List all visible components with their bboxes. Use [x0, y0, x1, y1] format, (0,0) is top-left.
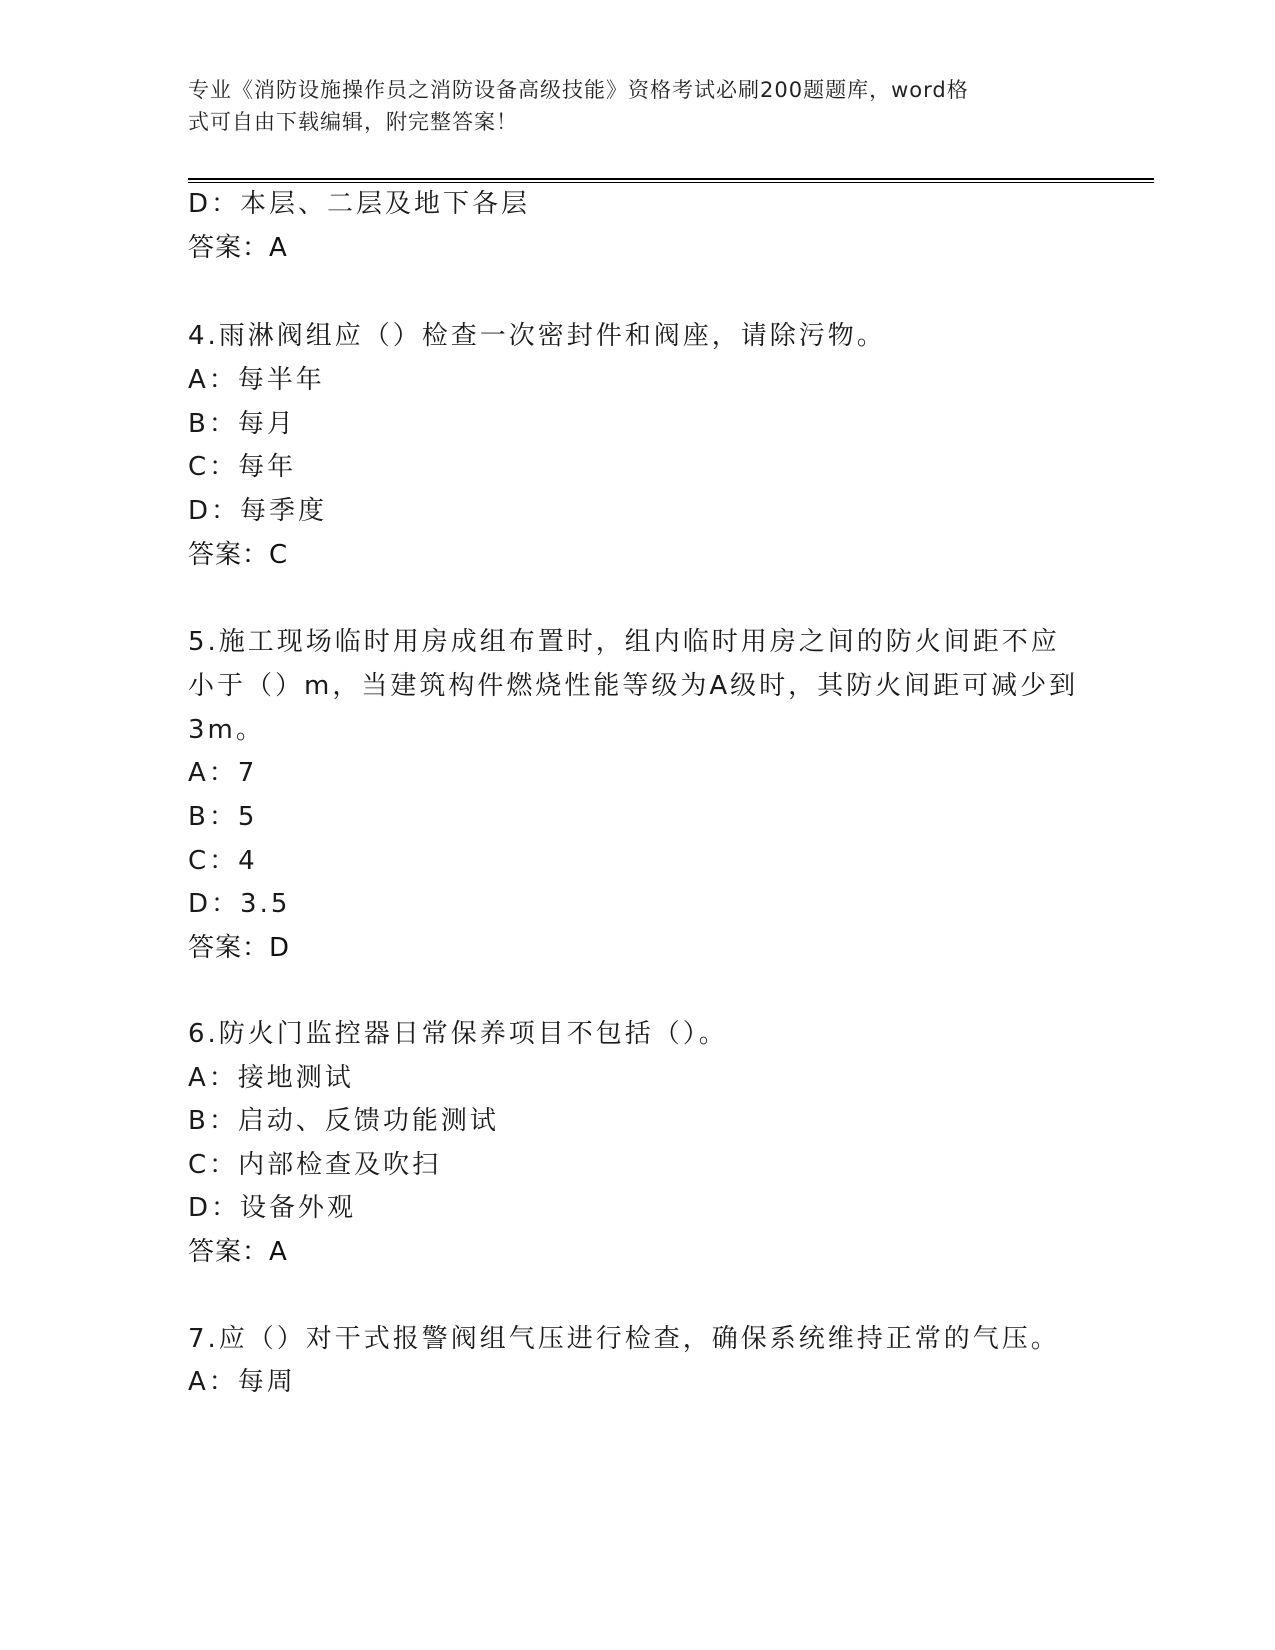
q6-option-d: D：设备外观	[188, 1193, 357, 1223]
q7-stem: 7.应（）对干式报警阀组气压进行检查，确保系统维持正常的气压。	[188, 1324, 1060, 1354]
q6-option-a: A：接地测试	[188, 1063, 354, 1093]
q5-stem-line-2: 小于（）m，当建筑构件燃烧性能等级为A级时，其防火间距可减少到	[188, 671, 1079, 701]
q5-option-a: A：7	[188, 758, 258, 788]
q5-option-d: D：3.5	[188, 889, 291, 919]
q7-option-a: A：每周	[188, 1367, 296, 1397]
q4-stem: 4.雨淋阀组应（）检查一次密封件和阀座，请除污物。	[188, 321, 886, 351]
q5-option-c: C：4	[188, 846, 258, 876]
prev-answer: 答案：A	[188, 233, 288, 263]
q4-option-a: A：每半年	[188, 365, 325, 395]
q6-answer: 答案：A	[188, 1237, 288, 1267]
header-line-2: 式可自由下载编辑，附完整答案！	[188, 110, 518, 134]
document-header	[188, 74, 1088, 138]
header-line-1: 专业《消防设施操作员之消防设备高级技能》资格考试必刷200题题库，word格	[188, 78, 969, 102]
q6-stem: 6.防火门监控器日常保养项目不包括（）。	[188, 1019, 728, 1049]
q4-answer: 答案：C	[188, 540, 289, 570]
q5-stem-line-1: 5.施工现场临时用房成组布置时，组内临时用房之间的防火间距不应	[188, 627, 1060, 657]
prev-option-d: D：本层、二层及地下各层	[188, 189, 531, 219]
q6-option-c: C：内部检查及吹扫	[188, 1150, 442, 1180]
q5-stem-line-3: 3m。	[188, 715, 265, 745]
q4-option-c: C：每年	[188, 452, 297, 482]
q6-option-b: B：启动、反馈功能测试	[188, 1106, 499, 1136]
q5-answer: 答案：D	[188, 933, 291, 963]
q4-option-d: D：每季度	[188, 496, 328, 526]
q4-option-b: B：每月	[188, 409, 296, 439]
q5-option-b: B：5	[188, 802, 258, 832]
header-divider	[188, 178, 1154, 183]
